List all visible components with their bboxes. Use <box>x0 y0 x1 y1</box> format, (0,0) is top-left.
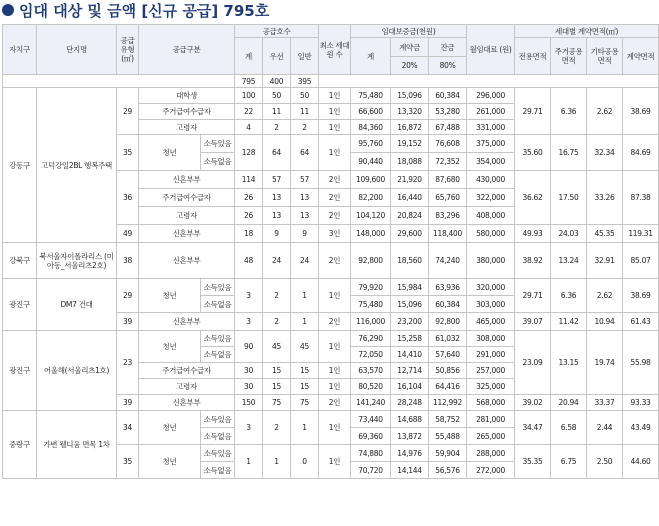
count-total-cell: 30 <box>235 379 263 395</box>
min-household-cell: 2인 <box>319 395 351 411</box>
rent-cell: 291,000 <box>467 347 515 363</box>
subcategory-cell: 소득없음 <box>201 462 235 479</box>
exclusive-cell: 34.47 <box>515 411 551 445</box>
other-common-cell: 19.74 <box>587 331 623 395</box>
min-household-cell: 1인 <box>319 279 351 313</box>
exclusive-cell: 35.35 <box>515 445 551 479</box>
count-priority-cell: 15 <box>263 363 291 379</box>
category-cell: 주거급여수급자 <box>139 189 235 207</box>
min-household-cell: 1인 <box>319 88 351 104</box>
res-common-cell: 13.15 <box>551 331 587 395</box>
count-general-cell: 9 <box>291 225 319 243</box>
contract-cell: 12,714 <box>391 363 429 379</box>
contract-area-cell: 119.31 <box>623 225 659 243</box>
count-priority-cell: 45 <box>263 331 291 363</box>
contract-cell: 15,096 <box>391 296 429 313</box>
totals-priority: 400 <box>263 75 291 88</box>
table-row <box>3 88 659 104</box>
count-general-cell: 24 <box>291 243 319 279</box>
header-exclusive: 전용면적 <box>515 38 551 75</box>
rent-cell: 303,000 <box>467 296 515 313</box>
category-cell: 고령자 <box>139 379 235 395</box>
exclusive-cell: 39.07 <box>515 313 551 331</box>
min-household-cell: 2인 <box>319 189 351 207</box>
contract-cell: 28,248 <box>391 395 429 411</box>
res-common-cell: 6.75 <box>551 445 587 479</box>
header-district: 자치구 <box>3 25 37 75</box>
type-cell: 35 <box>117 135 139 171</box>
count-priority-cell: 2 <box>263 120 291 135</box>
contract-area-cell: 44.60 <box>623 445 659 479</box>
contract-area-cell: 85.07 <box>623 243 659 279</box>
rent-cell: 465,000 <box>467 313 515 331</box>
contract-cell: 16,440 <box>391 189 429 207</box>
district-cell: 광진구 <box>3 279 37 331</box>
min-household-cell: 2인 <box>319 207 351 225</box>
count-priority-cell: 57 <box>263 171 291 189</box>
rent-cell: 380,000 <box>467 243 515 279</box>
res-common-cell: 6.36 <box>551 279 587 313</box>
count-total-cell: 114 <box>235 171 263 189</box>
balance-cell: 65,760 <box>429 189 467 207</box>
header-contract: 계약금 <box>391 38 429 57</box>
contract-cell: 15,096 <box>391 88 429 104</box>
subcategory-cell: 소득있음 <box>201 445 235 462</box>
category-cell: 주거급여수급자 <box>139 363 235 379</box>
header-supply-count: 공급호수 <box>235 25 319 38</box>
contract-area-cell: 93.33 <box>623 395 659 411</box>
district-cell: 중랑구 <box>3 411 37 479</box>
deposit-total-cell: 104,120 <box>351 207 391 225</box>
count-general-cell: 75 <box>291 395 319 411</box>
res-common-cell: 6.58 <box>551 411 587 445</box>
other-common-cell: 45.35 <box>587 225 623 243</box>
header-count-priority: 우선 <box>263 38 291 75</box>
count-general-cell: 13 <box>291 207 319 225</box>
count-total-cell: 100 <box>235 88 263 104</box>
category-cell: 신혼부부 <box>139 243 235 279</box>
header-monthly-rent: 월임대료 (원) <box>467 25 515 75</box>
count-priority-cell: 64 <box>263 135 291 171</box>
table-header <box>3 25 659 75</box>
other-common-cell: 32.34 <box>587 135 623 171</box>
balance-cell: 61,032 <box>429 331 467 347</box>
count-total-cell: 3 <box>235 313 263 331</box>
contract-cell: 15,984 <box>391 279 429 296</box>
count-total-cell: 4 <box>235 120 263 135</box>
rent-cell: 331,000 <box>467 120 515 135</box>
count-total-cell: 18 <box>235 225 263 243</box>
header-contract-area: 계약면적 <box>623 38 659 75</box>
balance-cell: 112,992 <box>429 395 467 411</box>
rent-cell: 408,000 <box>467 207 515 225</box>
rent-cell: 430,000 <box>467 171 515 189</box>
header-area: 세대별 계약면적(㎡) <box>515 25 659 38</box>
contract-area-cell: 61.43 <box>623 313 659 331</box>
balance-cell: 74,240 <box>429 243 467 279</box>
exclusive-cell: 29.71 <box>515 279 551 313</box>
res-common-cell: 13.24 <box>551 243 587 279</box>
category-cell: 청년 <box>139 411 201 445</box>
subcategory-cell: 소득없음 <box>201 296 235 313</box>
contract-cell: 13,320 <box>391 104 429 120</box>
count-priority-cell: 1 <box>263 445 291 479</box>
count-priority-cell: 9 <box>263 225 291 243</box>
deposit-total-cell: 109,600 <box>351 171 391 189</box>
exclusive-cell: 39.02 <box>515 395 551 411</box>
min-household-cell: 1인 <box>319 363 351 379</box>
balance-cell: 55,488 <box>429 428 467 445</box>
rent-cell: 272,000 <box>467 462 515 479</box>
contract-cell: 14,410 <box>391 347 429 363</box>
contract-area-cell: 38.69 <box>623 88 659 135</box>
res-common-cell: 24.03 <box>551 225 587 243</box>
type-cell: 38 <box>117 243 139 279</box>
district-cell: 강동구 <box>3 88 37 243</box>
exclusive-cell: 23.09 <box>515 331 551 395</box>
bullet-icon <box>2 4 14 16</box>
min-household-cell: 2인 <box>319 243 351 279</box>
min-household-cell: 1인 <box>319 135 351 171</box>
count-total-cell: 26 <box>235 189 263 207</box>
exclusive-cell: 38.92 <box>515 243 551 279</box>
balance-cell: 58,752 <box>429 411 467 428</box>
totals-row <box>3 75 659 88</box>
deposit-total-cell: 66,600 <box>351 104 391 120</box>
contract-cell: 19,152 <box>391 135 429 153</box>
res-common-cell: 20.94 <box>551 395 587 411</box>
rent-cell: 580,000 <box>467 225 515 243</box>
count-general-cell: 57 <box>291 171 319 189</box>
type-cell: 23 <box>117 331 139 395</box>
count-total-cell: 30 <box>235 363 263 379</box>
deposit-total-cell: 148,000 <box>351 225 391 243</box>
count-general-cell: 15 <box>291 379 319 395</box>
count-total-cell: 128 <box>235 135 263 171</box>
type-cell: 29 <box>117 88 139 135</box>
header-type: 공급 유형 (㎡) <box>117 25 139 75</box>
contract-area-cell: 55.98 <box>623 331 659 395</box>
category-cell: 청년 <box>139 331 201 363</box>
category-cell: 신혼부부 <box>139 395 235 411</box>
balance-cell: 92,800 <box>429 313 467 331</box>
header-supply-category: 공급구분 <box>139 25 235 75</box>
count-total-cell: 3 <box>235 279 263 313</box>
complex-cell: 북서울자이폴라리스 (미아동_서울리츠2호) <box>37 243 117 279</box>
exclusive-cell: 35.60 <box>515 135 551 171</box>
contract-cell: 14,976 <box>391 445 429 462</box>
res-common-cell: 16.75 <box>551 135 587 171</box>
rent-cell: 354,000 <box>467 153 515 171</box>
min-household-cell: 1인 <box>319 331 351 363</box>
count-total-cell: 3 <box>235 411 263 445</box>
contract-cell: 16,104 <box>391 379 429 395</box>
header-pct80: 80% <box>429 57 467 75</box>
type-cell: 39 <box>117 313 139 331</box>
type-cell: 36 <box>117 171 139 225</box>
deposit-total-cell: 95,760 <box>351 135 391 153</box>
contract-cell: 15,258 <box>391 331 429 347</box>
deposit-total-cell: 69,360 <box>351 428 391 445</box>
subcategory-cell: 소득있음 <box>201 135 235 153</box>
other-common-cell: 2.44 <box>587 411 623 445</box>
min-household-cell: 1인 <box>319 379 351 395</box>
deposit-total-cell: 92,800 <box>351 243 391 279</box>
contract-cell: 21,920 <box>391 171 429 189</box>
count-general-cell: 0 <box>291 445 319 479</box>
exclusive-cell: 36.62 <box>515 171 551 225</box>
category-cell: 청년 <box>139 135 201 171</box>
subcategory-cell: 소득있음 <box>201 411 235 428</box>
exclusive-cell: 49.93 <box>515 225 551 243</box>
count-priority-cell: 75 <box>263 395 291 411</box>
complex-cell: DM7 건대 <box>37 279 117 331</box>
rent-cell: 375,000 <box>467 135 515 153</box>
deposit-total-cell: 74,880 <box>351 445 391 462</box>
table-row <box>3 331 659 347</box>
count-general-cell: 45 <box>291 331 319 363</box>
category-cell: 고령자 <box>139 207 235 225</box>
district-cell: 강북구 <box>3 243 37 279</box>
rent-cell: 320,000 <box>467 279 515 296</box>
deposit-total-cell: 75,480 <box>351 88 391 104</box>
exclusive-cell: 29.71 <box>515 88 551 135</box>
res-common-cell: 17.50 <box>551 171 587 225</box>
contract-cell: 14,144 <box>391 462 429 479</box>
rent-cell: 257,000 <box>467 363 515 379</box>
balance-cell: 76,608 <box>429 135 467 153</box>
count-general-cell: 13 <box>291 189 319 207</box>
contract-area-cell: 84.69 <box>623 135 659 171</box>
other-common-cell: 32.91 <box>587 243 623 279</box>
count-priority-cell: 15 <box>263 379 291 395</box>
deposit-total-cell: 73,440 <box>351 411 391 428</box>
category-cell: 청년 <box>139 279 201 313</box>
title-text: 임대 대상 및 금액 [신규 공급] 795호 <box>19 1 270 20</box>
totals-total: 795 <box>235 75 263 88</box>
deposit-total-cell: 84,360 <box>351 120 391 135</box>
res-common-cell: 11.42 <box>551 313 587 331</box>
count-priority-cell: 2 <box>263 279 291 313</box>
rent-cell: 261,000 <box>467 104 515 120</box>
count-priority-cell: 2 <box>263 411 291 445</box>
rent-cell: 322,000 <box>467 189 515 207</box>
contract-cell: 18,088 <box>391 153 429 171</box>
rent-cell: 568,000 <box>467 395 515 411</box>
type-cell: 39 <box>117 395 139 411</box>
rental-table <box>2 24 659 479</box>
contract-area-cell: 87.38 <box>623 171 659 225</box>
header-min-household: 최소 세대원 수 <box>319 25 351 75</box>
table-row <box>3 279 659 296</box>
balance-cell: 59,904 <box>429 445 467 462</box>
category-cell: 주거급여수급자 <box>139 104 235 120</box>
type-cell: 34 <box>117 411 139 445</box>
contract-cell: 29,600 <box>391 225 429 243</box>
rent-cell: 296,000 <box>467 88 515 104</box>
count-general-cell: 15 <box>291 363 319 379</box>
rent-cell: 325,000 <box>467 379 515 395</box>
complex-cell: 어울해(서울리츠1호) <box>37 331 117 411</box>
contract-cell: 23,200 <box>391 313 429 331</box>
header-deposit: 임대보증금(천원) <box>351 25 467 38</box>
deposit-total-cell: 90,440 <box>351 153 391 171</box>
count-total-cell: 22 <box>235 104 263 120</box>
subcategory-cell: 소득있음 <box>201 279 235 296</box>
table-row <box>3 243 659 279</box>
count-general-cell: 1 <box>291 279 319 313</box>
header-deposit-total: 계 <box>351 38 391 75</box>
district-cell: 광진구 <box>3 331 37 411</box>
balance-cell: 60,384 <box>429 88 467 104</box>
header-res-common: 주거공용 면적 <box>551 38 587 75</box>
rent-cell: 308,000 <box>467 331 515 347</box>
category-cell: 고령자 <box>139 120 235 135</box>
type-cell: 49 <box>117 225 139 243</box>
deposit-total-cell: 79,920 <box>351 279 391 296</box>
contract-cell: 14,688 <box>391 411 429 428</box>
count-priority-cell: 24 <box>263 243 291 279</box>
header-pct20: 20% <box>391 57 429 75</box>
min-household-cell: 2인 <box>319 171 351 189</box>
balance-cell: 63,936 <box>429 279 467 296</box>
balance-cell: 50,856 <box>429 363 467 379</box>
table-row <box>3 411 659 428</box>
other-common-cell: 2.50 <box>587 445 623 479</box>
header-count-total: 계 <box>235 38 263 75</box>
header-count-general: 일반 <box>291 38 319 75</box>
balance-cell: 118,400 <box>429 225 467 243</box>
balance-cell: 72,352 <box>429 153 467 171</box>
header-balance: 잔금 <box>429 38 467 57</box>
res-common-cell: 6.36 <box>551 88 587 135</box>
category-cell: 신혼부부 <box>139 313 235 331</box>
header-other-common: 기타공용 면적 <box>587 38 623 75</box>
balance-cell: 67,488 <box>429 120 467 135</box>
rent-cell: 265,000 <box>467 428 515 445</box>
contract-cell: 20,824 <box>391 207 429 225</box>
min-household-cell: 3인 <box>319 225 351 243</box>
complex-cell: 가변 웰디움 면목 1차 <box>37 411 117 479</box>
min-household-cell: 1인 <box>319 104 351 120</box>
rent-cell: 288,000 <box>467 445 515 462</box>
complex-cell: 고덕강일2BL 행복주택 <box>37 88 117 243</box>
subcategory-cell: 소득없음 <box>201 428 235 445</box>
count-total-cell: 1 <box>235 445 263 479</box>
deposit-total-cell: 72,050 <box>351 347 391 363</box>
count-general-cell: 11 <box>291 104 319 120</box>
subcategory-cell: 소득없음 <box>201 153 235 171</box>
min-household-cell: 1인 <box>319 411 351 445</box>
page-title <box>2 0 269 20</box>
count-general-cell: 64 <box>291 135 319 171</box>
header-complex: 단지명 <box>37 25 117 75</box>
count-priority-cell: 2 <box>263 313 291 331</box>
count-general-cell: 1 <box>291 411 319 445</box>
count-priority-cell: 50 <box>263 88 291 104</box>
contract-cell: 16,872 <box>391 120 429 135</box>
balance-cell: 83,296 <box>429 207 467 225</box>
count-general-cell: 1 <box>291 313 319 331</box>
count-priority-cell: 11 <box>263 104 291 120</box>
other-common-cell: 33.26 <box>587 171 623 225</box>
deposit-total-cell: 82,200 <box>351 189 391 207</box>
other-common-cell: 33.37 <box>587 395 623 411</box>
deposit-total-cell: 141,240 <box>351 395 391 411</box>
contract-cell: 18,560 <box>391 243 429 279</box>
other-common-cell: 10.94 <box>587 313 623 331</box>
count-general-cell: 50 <box>291 88 319 104</box>
deposit-total-cell: 116,000 <box>351 313 391 331</box>
rent-cell: 281,000 <box>467 411 515 428</box>
balance-cell: 56,576 <box>429 462 467 479</box>
balance-cell: 87,680 <box>429 171 467 189</box>
deposit-total-cell: 63,570 <box>351 363 391 379</box>
other-common-cell: 2.62 <box>587 279 623 313</box>
count-general-cell: 2 <box>291 120 319 135</box>
balance-cell: 53,280 <box>429 104 467 120</box>
count-total-cell: 90 <box>235 331 263 363</box>
other-common-cell: 2.62 <box>587 88 623 135</box>
type-cell: 29 <box>117 279 139 313</box>
count-total-cell: 48 <box>235 243 263 279</box>
count-total-cell: 26 <box>235 207 263 225</box>
min-household-cell: 1인 <box>319 120 351 135</box>
subcategory-cell: 소득없음 <box>201 347 235 363</box>
contract-cell: 13,872 <box>391 428 429 445</box>
balance-cell: 57,640 <box>429 347 467 363</box>
min-household-cell: 1인 <box>319 445 351 479</box>
contract-area-cell: 38.69 <box>623 279 659 313</box>
deposit-total-cell: 76,290 <box>351 331 391 347</box>
deposit-total-cell: 75,480 <box>351 296 391 313</box>
min-household-cell: 2인 <box>319 313 351 331</box>
deposit-total-cell: 70,720 <box>351 462 391 479</box>
category-cell: 청년 <box>139 445 201 479</box>
balance-cell: 64,416 <box>429 379 467 395</box>
count-total-cell: 150 <box>235 395 263 411</box>
subcategory-cell: 소득있음 <box>201 331 235 347</box>
contract-area-cell: 43.49 <box>623 411 659 445</box>
type-cell: 35 <box>117 445 139 479</box>
category-cell: 신혼부부 <box>139 171 235 189</box>
category-cell: 신혼부부 <box>139 225 235 243</box>
count-priority-cell: 13 <box>263 207 291 225</box>
totals-general: 395 <box>291 75 319 88</box>
count-priority-cell: 13 <box>263 189 291 207</box>
deposit-total-cell: 80,520 <box>351 379 391 395</box>
category-cell: 대학생 <box>139 88 235 104</box>
balance-cell: 60,384 <box>429 296 467 313</box>
